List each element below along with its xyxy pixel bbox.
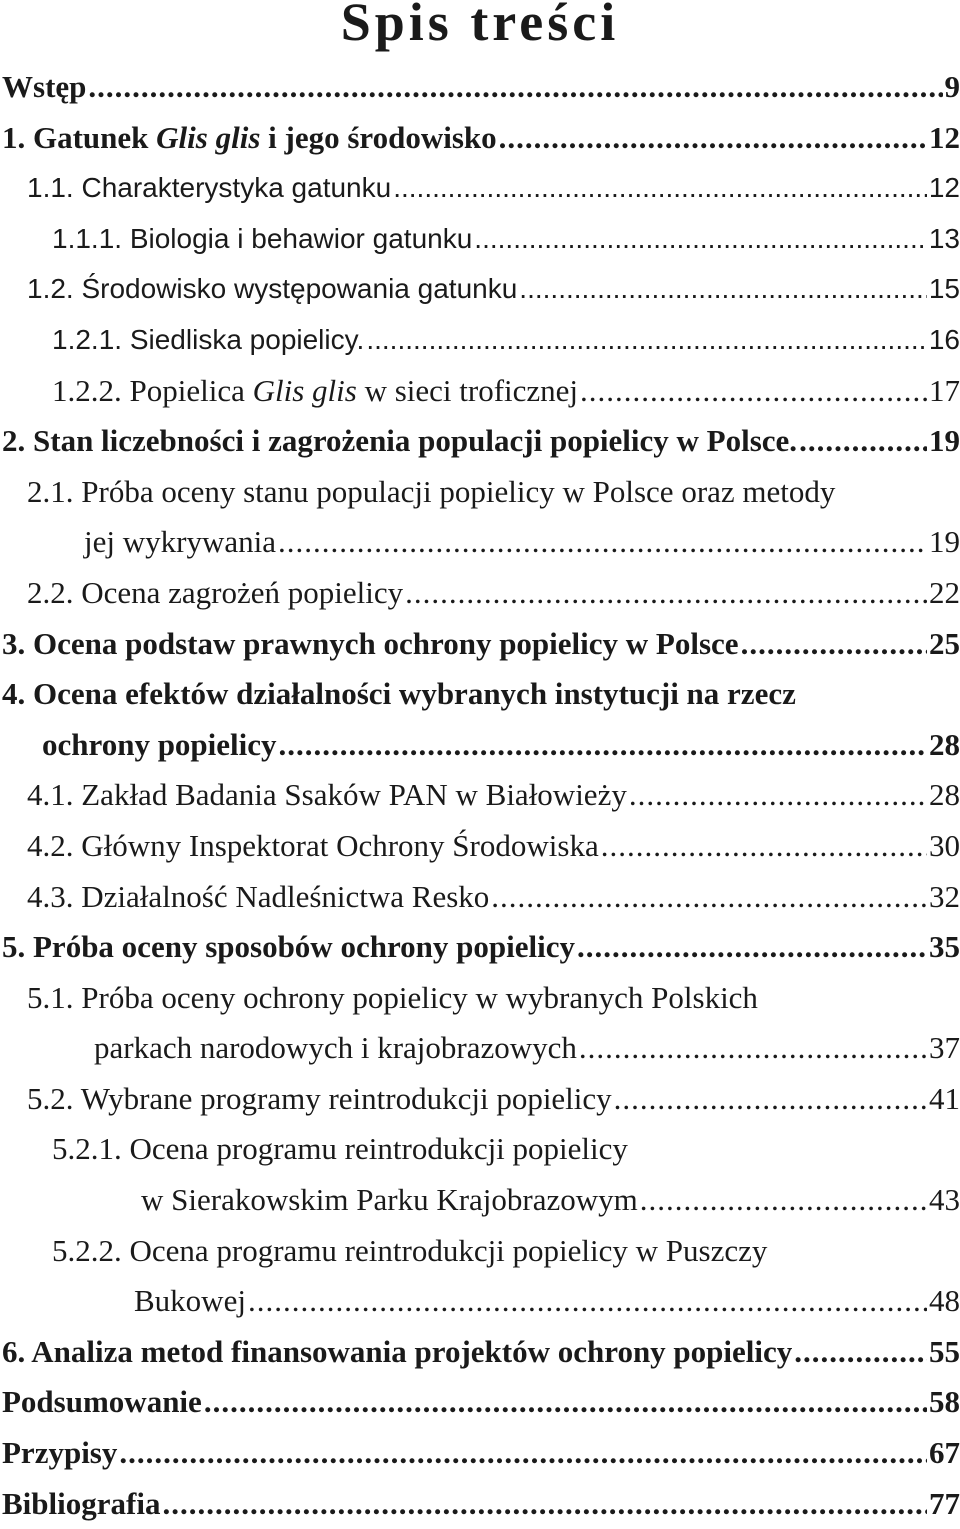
toc-entry-1-2 [0, 264, 960, 315]
toc-entry-title-line2: ochrony popielicy [42, 720, 277, 771]
toc-entry-2-1 [0, 467, 960, 568]
dot-leader [799, 416, 927, 467]
toc-entry-page: 35 [929, 922, 960, 973]
toc-entry-page: 15 [929, 264, 960, 315]
toc-entry-bibliografia [0, 1479, 960, 1529]
dot-leader [88, 62, 942, 113]
dot-leader [393, 163, 927, 214]
toc-entry-title: 4.1. Zakład Badania Ssaków PAN w Białowieży [27, 770, 627, 821]
toc-entry-page: 13 [929, 214, 960, 265]
toc-entry-title: 6. Analiza metod finansowania projektów ochrony popielicy [2, 1327, 792, 1378]
toc-entry-page: 43 [929, 1175, 960, 1226]
dot-leader [474, 214, 927, 265]
toc-entry-page: 30 [929, 821, 960, 872]
toc-entry-title: 2. Stan liczebności i zagrożenia populacji popielicy w Polsce. [2, 416, 797, 467]
dot-leader [499, 113, 927, 164]
dot-leader [491, 872, 927, 923]
toc-entry-title: 2.2. Ocena zagrożeń popielicy [27, 568, 403, 619]
dot-leader [579, 1023, 927, 1074]
toc-entry-title-line2: jej wykrywania [84, 517, 276, 568]
toc-entry-2-2 [0, 568, 960, 619]
toc-entry-5-2-1 [0, 1124, 960, 1225]
toc-entry-4-3 [0, 872, 960, 923]
toc-entry-przypisy [0, 1428, 960, 1479]
toc-entry-page: 25 [929, 619, 960, 670]
dot-leader [204, 1377, 927, 1428]
toc-entry-page: 41 [929, 1074, 960, 1125]
toc-entry-page: 37 [929, 1023, 960, 1074]
toc-entry-5 [0, 922, 960, 973]
toc-entry-6 [0, 1327, 960, 1378]
dot-leader [577, 922, 927, 973]
dot-leader [366, 315, 927, 366]
toc-entry-1-1 [0, 163, 960, 214]
dot-leader [794, 1327, 927, 1378]
toc-entry-title: Bibliografia [2, 1479, 160, 1529]
toc-entry-title-line1: 5.1. Próba oceny ochrony popielicy w wybranych Polskich [27, 973, 758, 1024]
toc-entry-podsumowanie [0, 1377, 960, 1428]
toc-entry-title-line1: 4. Ocena efektów działalności wybranych instytucji na rzecz [2, 669, 796, 720]
toc-entry-page: 58 [929, 1377, 960, 1428]
toc-entry-title: 1.2. Środowisko występowania gatunku [27, 264, 517, 315]
dot-leader [614, 1074, 927, 1125]
dot-leader [601, 821, 927, 872]
dot-leader [119, 1428, 927, 1479]
toc-entry-4-1 [0, 770, 960, 821]
toc-entry-title: Przypisy [2, 1428, 117, 1479]
toc-entry-page: 17 [929, 366, 960, 417]
toc-entry-title: 5.2. Wybrane programy reintrodukcji popielicy [27, 1074, 612, 1125]
toc-entry-title-line2: Bukowej [134, 1276, 246, 1327]
toc-entry-title: 1.2.1. Siedliska popielicy. [52, 315, 364, 366]
toc-entry-5-2-2 [0, 1226, 960, 1327]
toc-entry-page: 19 [929, 416, 960, 467]
toc-entry-4-2 [0, 821, 960, 872]
toc-entry-3 [0, 619, 960, 670]
dot-leader [519, 264, 927, 315]
toc-entry-title-line1: 2.1. Próba oceny stanu populacji popielicy w Polsce oraz metody [27, 467, 835, 518]
toc-entry-page: 22 [929, 568, 960, 619]
dot-leader [640, 1175, 927, 1226]
toc-entry-page: 55 [929, 1327, 960, 1378]
toc-entry-page: 32 [929, 872, 960, 923]
toc-entry-5-1 [0, 973, 960, 1074]
toc-entry-page: 19 [929, 517, 960, 568]
toc-entry-title: Podsumowanie [2, 1377, 202, 1428]
toc-entry-title: 1.1. Charakterystyka gatunku [27, 163, 391, 214]
toc-entry-page: 67 [929, 1428, 960, 1479]
dot-leader [405, 568, 927, 619]
toc-entry-title: 1. Gatunek Glis glis i jego środowisko [2, 113, 497, 164]
toc-entry-2 [0, 416, 960, 467]
dot-leader [162, 1479, 927, 1529]
dot-leader [580, 366, 927, 417]
toc-entry-title-line2: w Sierakowskim Parku Krajobrazowym [141, 1175, 638, 1226]
toc-entry-title: 1.1.1. Biologia i behawior gatunku [52, 214, 472, 265]
toc-entry-page: 12 [929, 113, 960, 164]
toc-entry-1-1-1 [0, 214, 960, 265]
toc-entry-page: 28 [929, 720, 960, 771]
toc-entry-page: 12 [929, 163, 960, 214]
toc-entry-5-2 [0, 1074, 960, 1125]
toc-entry-title: 5. Próba oceny sposobów ochrony popielicy [2, 922, 575, 973]
dot-leader [629, 770, 927, 821]
page-title: Spis treści [0, 0, 960, 52]
dot-leader [278, 517, 927, 568]
toc-entry-title: 4.2. Główny Inspektorat Ochrony Środowiska [27, 821, 599, 872]
toc-entry-title-line2: parkach narodowych i krajobrazowych [94, 1023, 577, 1074]
toc-entry-page: 77 [929, 1479, 960, 1529]
toc-entry-page: 9 [945, 62, 960, 113]
toc-entry-page: 48 [929, 1276, 960, 1327]
dot-leader [248, 1276, 927, 1327]
toc-entry-page: 28 [929, 770, 960, 821]
dot-leader [741, 619, 927, 670]
toc-entry-4 [0, 669, 960, 770]
toc-entry-wstep [0, 62, 960, 113]
table-of-contents [0, 62, 960, 1529]
toc-entry-title: 4.3. Działalność Nadleśnictwa Resko [27, 872, 489, 923]
toc-entry-title-line1: 5.2.1. Ocena programu reintrodukcji popielicy [52, 1124, 628, 1175]
toc-entry-page: 16 [929, 315, 960, 366]
toc-entry-1-2-2 [0, 366, 960, 417]
toc-entry-title-line1: 5.2.2. Ocena programu reintrodukcji popielicy w Puszczy [52, 1226, 767, 1277]
dot-leader [279, 720, 927, 771]
toc-entry-title: Wstęp [2, 62, 86, 113]
toc-entry-title: 3. Ocena podstaw prawnych ochrony popielicy w Polsce [2, 619, 739, 670]
toc-entry-title: 1.2.2. Popielica Glis glis w sieci troficznej [52, 366, 578, 417]
toc-entry-1-2-1 [0, 315, 960, 366]
toc-entry-1 [0, 113, 960, 164]
